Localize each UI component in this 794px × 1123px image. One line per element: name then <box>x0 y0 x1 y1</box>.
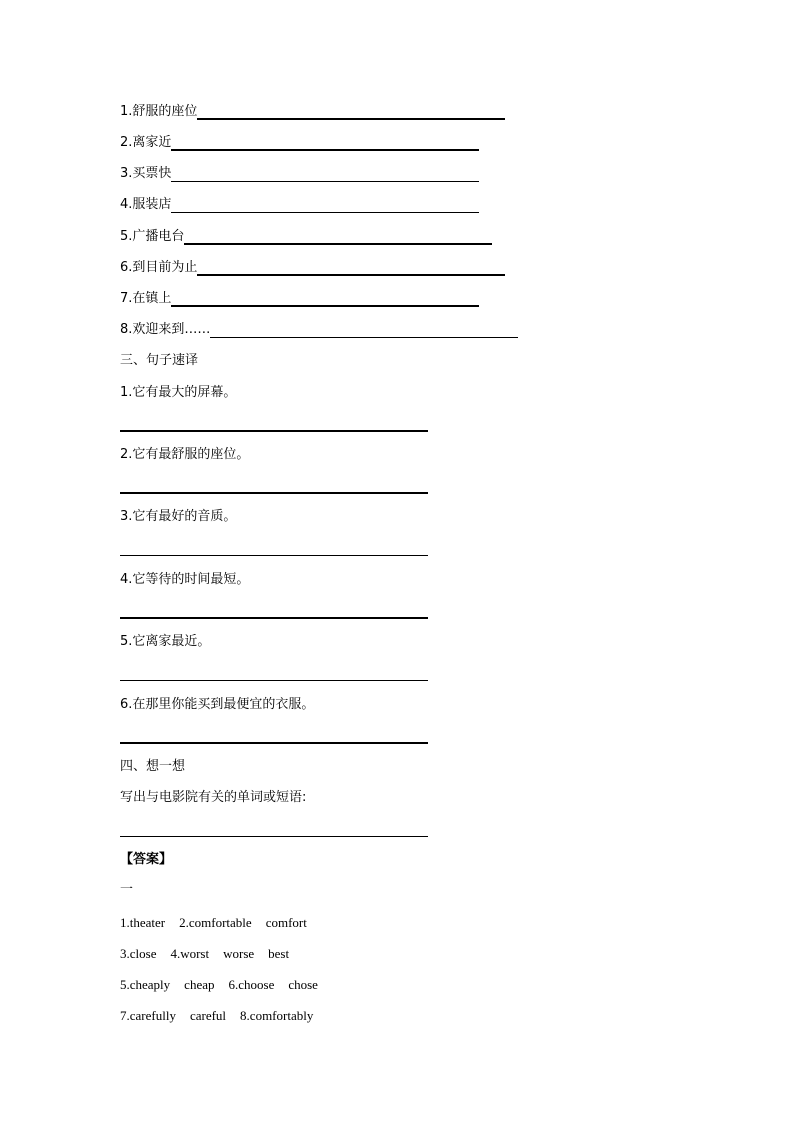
answer-word: careful <box>189 1008 227 1023</box>
phrase-item-5 <box>120 229 492 245</box>
answer-blank[interactable] <box>171 200 479 213</box>
phrase-item-4 <box>120 197 479 213</box>
phrase-label: 6.到目前为止 <box>120 260 198 275</box>
phrase-item-1 <box>120 104 505 120</box>
answers-heading: 【答案】 <box>120 852 173 867</box>
answers-part-label: 一 <box>120 882 134 897</box>
phrase-label: 2.离家近 <box>120 135 172 150</box>
answer-line[interactable] <box>120 836 428 837</box>
phrase-label: 7.在镇上 <box>120 291 172 306</box>
answer-word: chose <box>288 977 318 992</box>
phrase-item-6 <box>120 260 505 276</box>
answer-word: worse <box>223 946 255 961</box>
answer-blank[interactable] <box>171 293 479 307</box>
sentence-item-1: 1.它有最大的屏幕。 <box>120 385 237 400</box>
phrase-label: 3.买票快 <box>120 166 172 181</box>
phrase-label: 1.舒服的座位 <box>120 104 198 119</box>
answer-word: comfort <box>265 915 307 930</box>
answer-word: 8.comfortably <box>240 1008 314 1023</box>
section-title-3: 三、句子速译 <box>120 353 199 368</box>
answer-blank[interactable] <box>197 262 505 276</box>
sentence-item-4: 4.它等待的时间最短。 <box>120 572 250 587</box>
section-4-prompt: 写出与电影院有关的单词或短语: <box>120 790 307 805</box>
answer-word: 2.comfortable <box>179 915 252 930</box>
answer-word: 3.close <box>120 946 157 961</box>
sentence-item-6: 6.在那里你能买到最便宜的衣服。 <box>120 697 315 712</box>
answer-word: 1.theater <box>120 915 166 930</box>
answer-word: 4.worst <box>170 946 210 961</box>
answer-word: 5.cheaply <box>120 977 171 992</box>
answer-line[interactable] <box>120 492 428 494</box>
answer-row-2 <box>120 946 289 962</box>
answer-blank[interactable] <box>197 106 505 120</box>
sentence-item-3: 3.它有最好的音质。 <box>120 509 237 524</box>
answer-word: best <box>268 946 290 961</box>
answer-row-3 <box>120 977 318 993</box>
sentence-item-5: 5.它离家最近。 <box>120 634 211 649</box>
phrase-item-3 <box>120 166 479 182</box>
phrase-item-2 <box>120 135 479 151</box>
phrase-label: 8.欢迎来到…… <box>120 322 211 337</box>
phrase-label: 4.服装店 <box>120 197 172 212</box>
answer-line[interactable] <box>120 555 428 556</box>
section-title-4: 四、想一想 <box>120 759 186 774</box>
answer-word: 7.carefully <box>120 1008 176 1023</box>
answer-blank[interactable] <box>210 325 518 338</box>
answer-line[interactable] <box>120 617 428 619</box>
sentence-item-2: 2.它有最舒服的座位。 <box>120 447 250 462</box>
answer-blank[interactable] <box>171 169 479 182</box>
answer-row-1 <box>120 915 307 931</box>
phrase-item-7 <box>120 291 479 307</box>
answer-line[interactable] <box>120 742 428 744</box>
answer-blank[interactable] <box>171 137 479 151</box>
phrase-item-8 <box>120 322 518 338</box>
phrase-label: 5.广播电台 <box>120 229 185 244</box>
answer-line[interactable] <box>120 430 428 432</box>
answer-word: 6.choose <box>228 977 275 992</box>
answer-line[interactable] <box>120 680 428 681</box>
answer-row-4 <box>120 1008 313 1024</box>
answer-blank[interactable] <box>184 231 492 245</box>
answer-word: cheap <box>184 977 215 992</box>
